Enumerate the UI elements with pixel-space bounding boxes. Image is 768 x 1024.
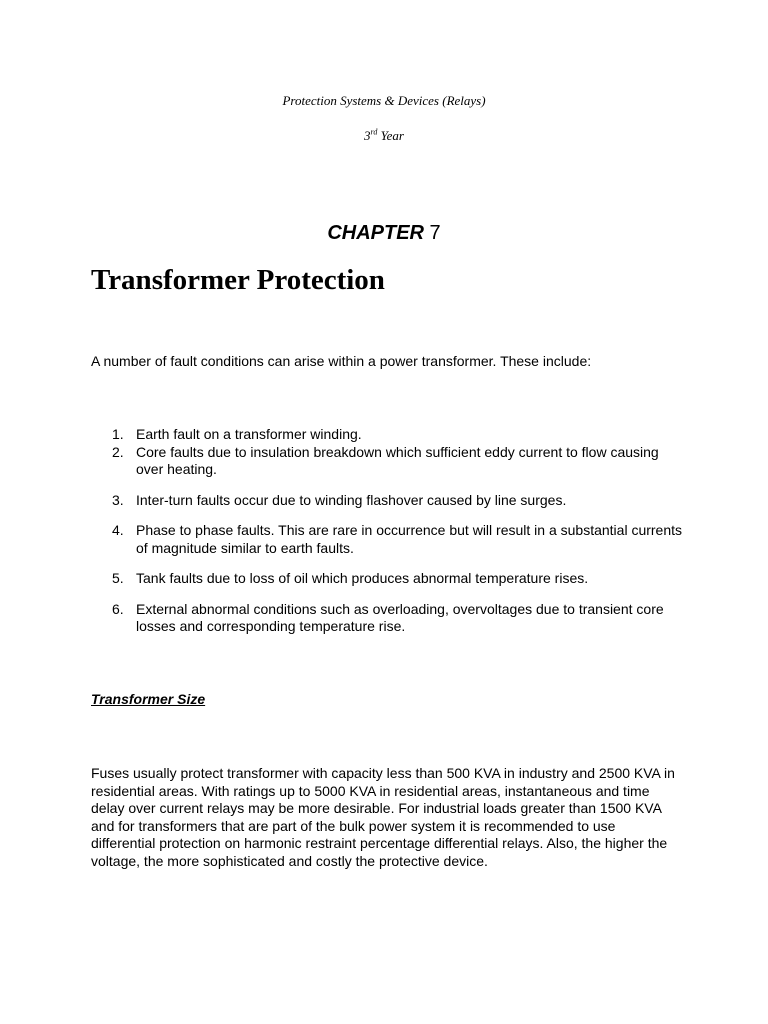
list-item [112, 492, 682, 510]
year-suffix: rd [370, 127, 378, 137]
fault-conditions-list [112, 426, 682, 636]
list-item-text: Inter-turn faults occur due to winding flashover caused by line surges. [136, 491, 567, 508]
list-item-number: 6. [112, 600, 124, 617]
year-number: 3 [364, 128, 371, 143]
year-word: Year [380, 128, 404, 143]
list-item-number: 3. [112, 491, 124, 508]
list-item-text: Earth fault on a transformer winding. [136, 426, 362, 442]
course-header: Protection Systems & Devices (Relays) [282, 93, 486, 108]
year-header [0, 128, 768, 144]
list-item-text: Phase to phase faults. This are rare in occurrence but will result in a substantial currents of magnitude similar to earth faults. [136, 522, 683, 556]
list-item-text: Tank faults due to loss of oil which produces abnormal temperature rises. [136, 570, 589, 586]
list-item [112, 444, 682, 479]
list-item-number: 4. [112, 522, 124, 538]
section-heading-transformer-size: Transformer Size [91, 691, 206, 707]
list-item-text: External abnormal conditions such as overloading, overvoltages due to transient core losses and corresponding temperature rise. [136, 600, 664, 634]
list-item [112, 601, 682, 636]
list-item [112, 570, 682, 588]
chapter-title: Transformer Protection [91, 264, 385, 296]
chapter-number: 7 [429, 222, 441, 244]
list-item-number: 5. [112, 570, 124, 586]
list-item-number: 2. [112, 443, 124, 460]
chapter-word: CHAPTER [327, 222, 424, 244]
list-item-text: Core faults due to insulation breakdown which sufficient eddy current to flow causing over heating. [136, 443, 659, 477]
list-item [112, 426, 682, 444]
list-item [112, 522, 682, 557]
intro-paragraph: A number of fault conditions can arise within a power transformer. These include: [91, 353, 592, 369]
chapter-label [0, 221, 768, 245]
list-item-number: 1. [112, 426, 124, 442]
transformer-size-paragraph: Fuses usually protect transformer with capacity less than 500 KVA in industry and 2500 KVA in residential areas. With ratings up to 5000 KVA in residential areas, instantaneous and time delay over current relays may be more desirable. For industrial loads greater than 1500 KVA and for transformers that are part of the bulk power system it is recommended to use differential protection on harmonic restraint percentage differential relays. Also, the higher the voltage, the more sophisticated and costly the protective device. [91, 765, 675, 869]
